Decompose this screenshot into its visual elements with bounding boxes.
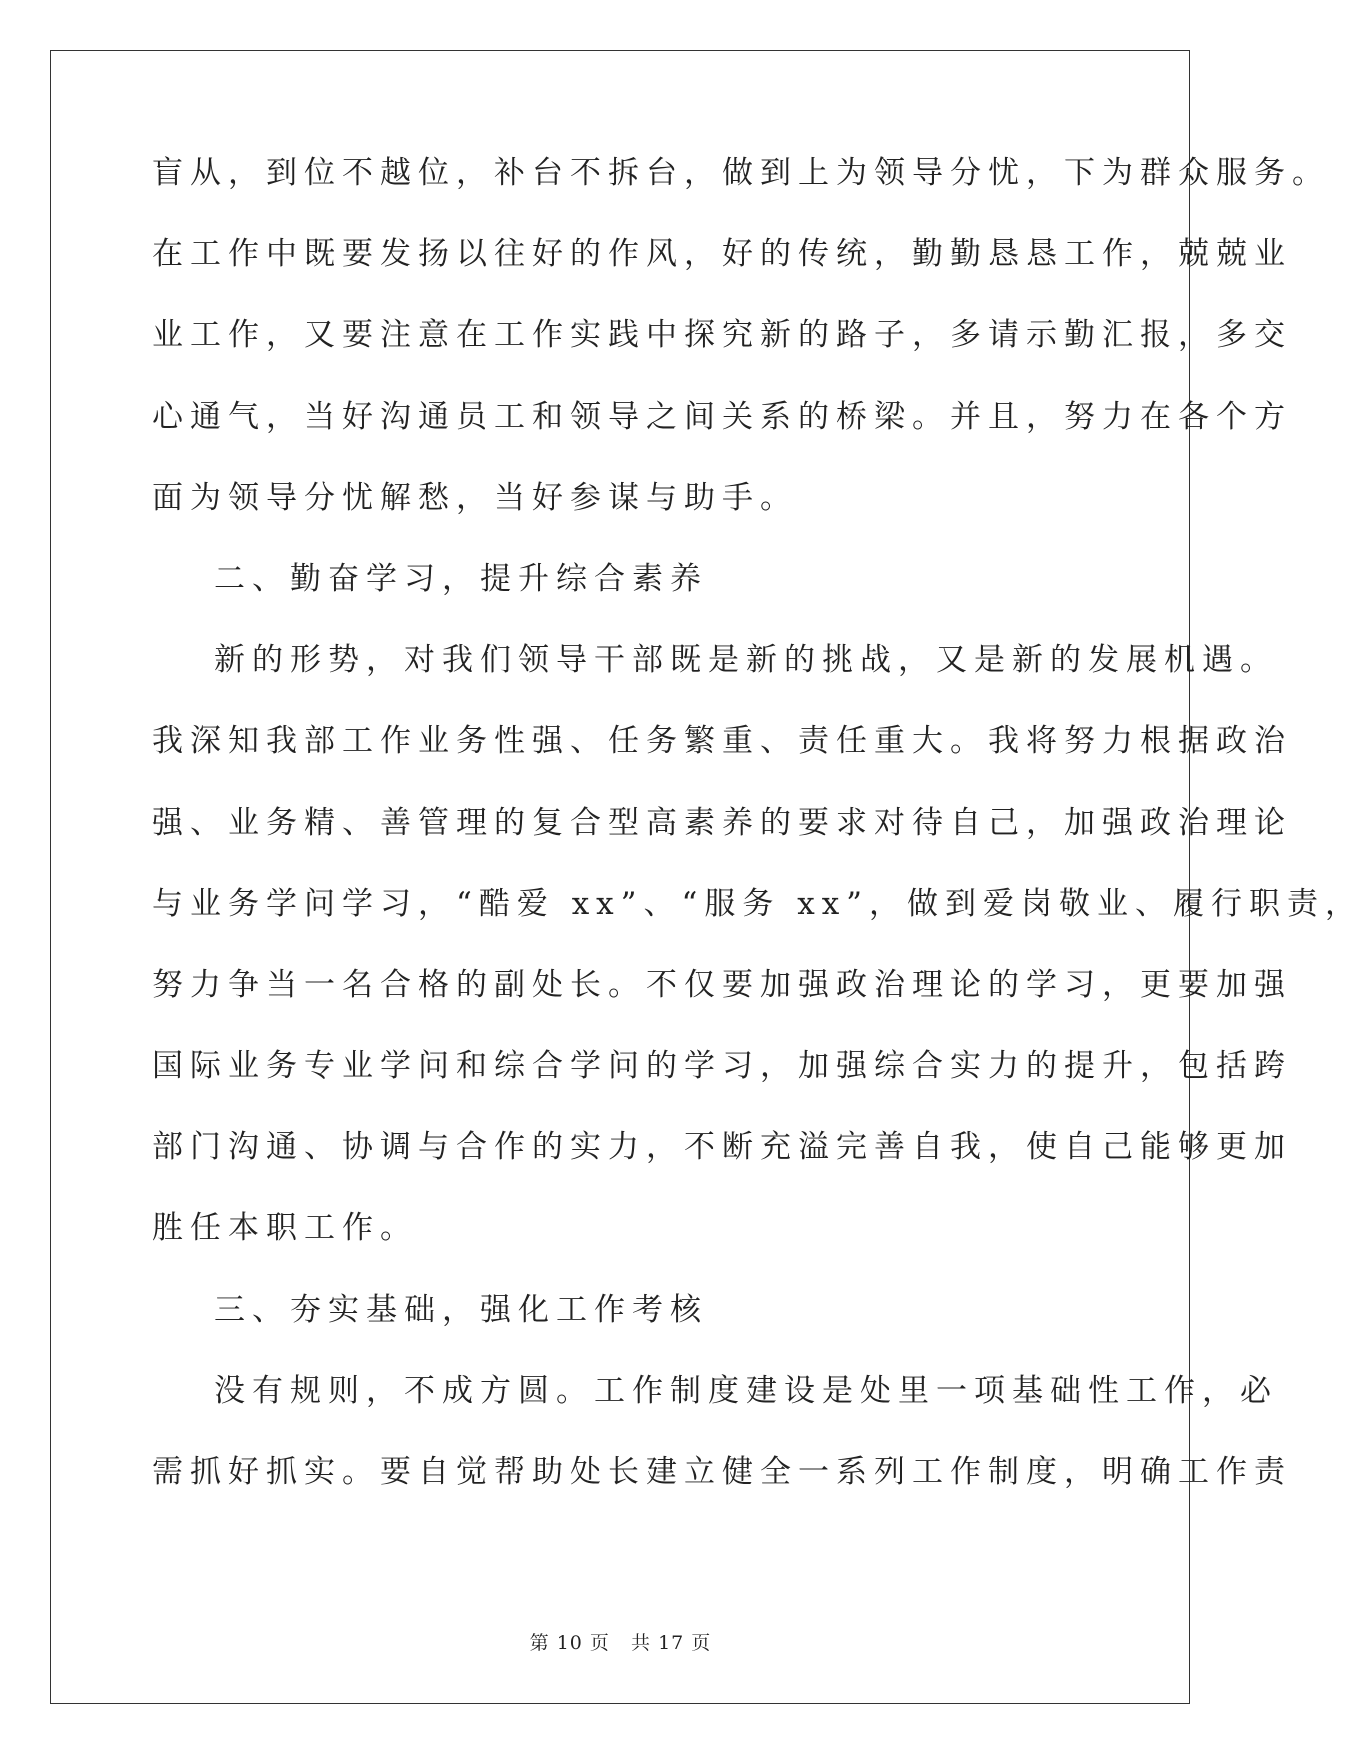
paragraph-line: 与业务学问学习，“酷爱 xx”、“服务 xx”，做到爱岗敬业、履行职责， [152,885,1363,922]
paragraph-line: 部门沟通、协调与合作的实力，不断充溢完善自我，使自己能够更加 [152,1129,1292,1166]
paragraph-line: 在工作中既要发扬以往好的作风，好的传统，勤勤恳恳工作，兢兢业 [152,236,1292,273]
paragraph-line: 业工作，又要注意在工作实践中探究新的路子，多请示勤汇报，多交 [152,317,1292,354]
paragraph-line: 国际业务专业学问和综合学问的学习，加强综合实力的提升，包括跨 [152,1048,1292,1085]
paragraph-line: 新的形势，对我们领导干部既是新的挑战，又是新的发展机遇。 [214,642,1278,679]
page-number: 第 10 页 共 17 页 [529,1632,712,1654]
paragraph-line: 面为领导分忧解愁，当好参谋与助手。 [152,479,798,516]
section-heading: 三、夯实基础，强化工作考核 [214,1291,708,1328]
paragraph-line: 胜任本职工作。 [152,1210,418,1247]
paragraph-line: 需抓好抓实。要自觉帮助处长建立健全一系列工作制度，明确工作责 [152,1454,1292,1490]
section-heading: 二、勤奋学习，提升综合素养 [214,560,708,597]
document-body [152,153,1363,1533]
paragraph-line: 我深知我部工作业务性强、任务繁重、责任重大。我将努力根据政治 [152,723,1292,760]
paragraph-line: 努力争当一名合格的副处长。不仅要加强政治理论的学习，更要加强 [152,966,1292,1003]
paragraph-line: 没有规则，不成方圆。工作制度建设是处里一项基础性工作，必 [214,1372,1278,1409]
paragraph-line: 盲从，到位不越位，补台不拆台，做到上为领导分忧，下为群众服务。 [152,155,1330,191]
paragraph-line: 心通气，当好沟通员工和领导之间关系的桥梁。并且，努力在各个方 [152,398,1292,435]
paragraph-line: 强、业务精、善管理的复合型高素养的要求对待自己，加强政治理论 [152,804,1292,841]
